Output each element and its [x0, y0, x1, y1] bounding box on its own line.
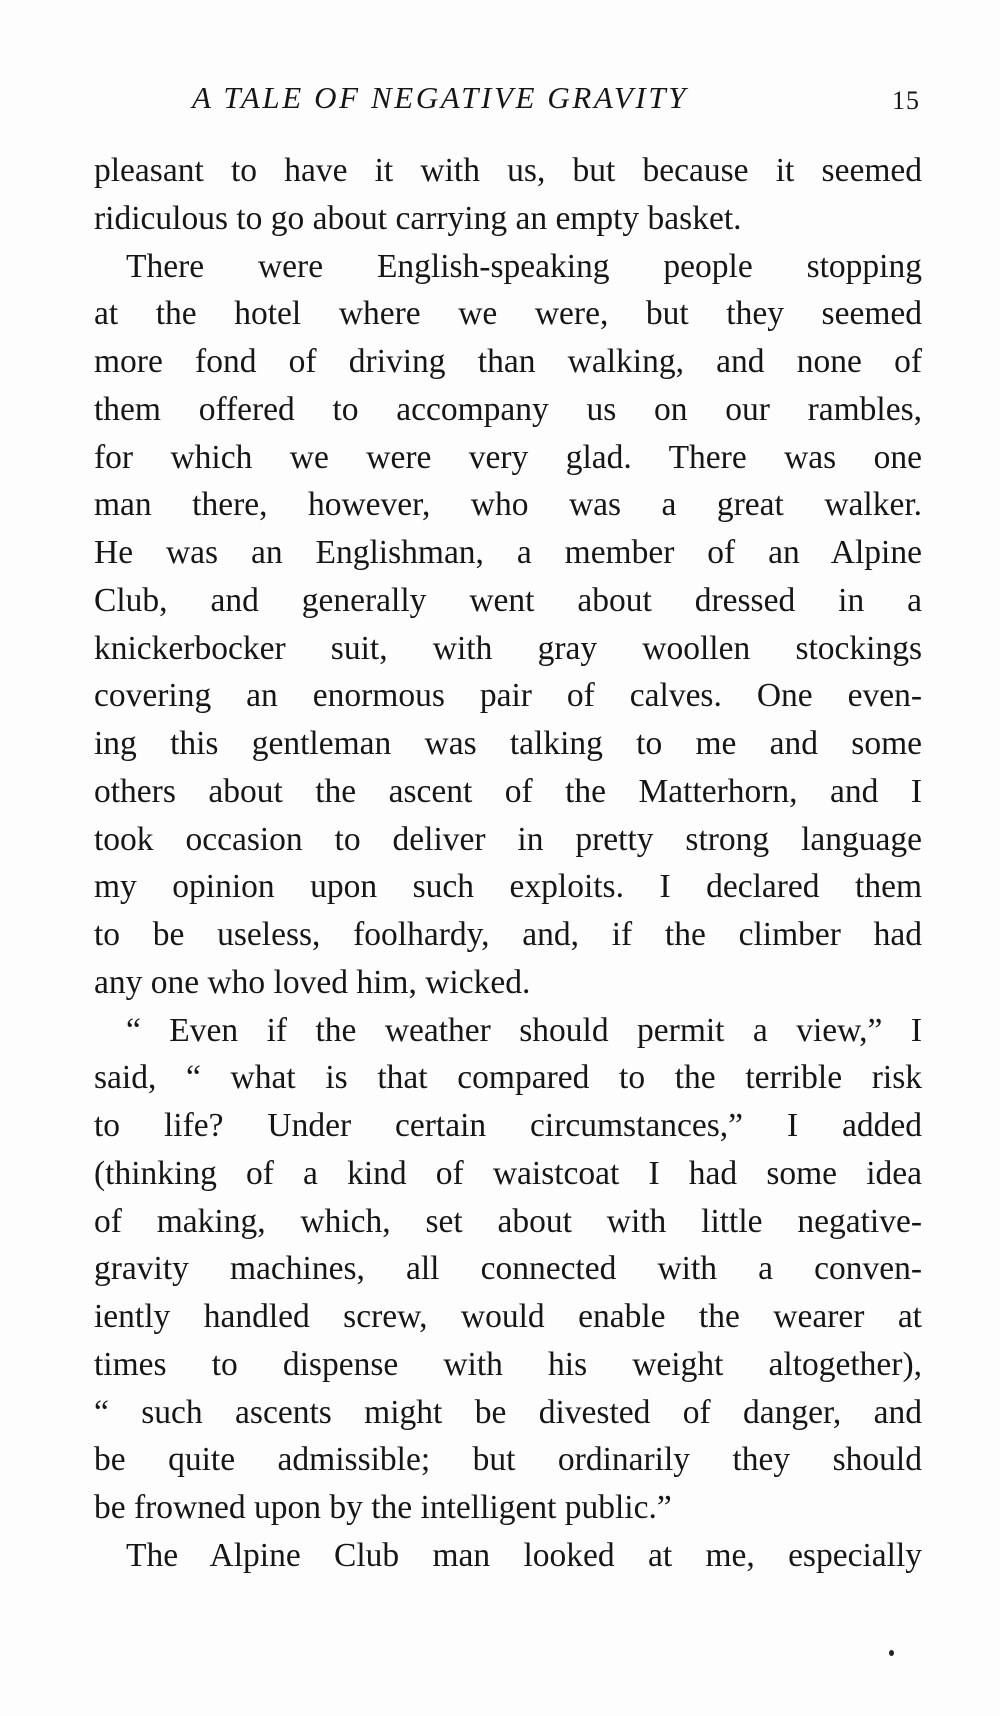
running-head [94, 80, 922, 130]
text-line: any one who loved him, wicked. [94, 963, 531, 1001]
page-number: 15 [892, 86, 920, 115]
running-title: A TALE OF NEGATIVE GRAVITY [192, 80, 689, 115]
text-line: to life? Under certain circumstances,” I added [94, 1107, 922, 1144]
text-line: man there, however, who was a great walker. [94, 486, 922, 524]
text-line: of making, which, set about with little negative- [94, 1202, 922, 1240]
text-line: iently handled screw, would enable the wearer at [94, 1298, 922, 1335]
text-line: The Alpine Club man looked at me, especially [126, 1536, 922, 1574]
text-line: “ Even if the weather should permit a view,” I [126, 1011, 922, 1049]
text-line: took occasion to deliver in pretty strong language [94, 820, 922, 858]
text-line: be quite admissible; but ordinarily they should [94, 1441, 922, 1479]
text-line: He was an Englishman, a member of an Alpine [94, 534, 922, 571]
body-text [94, 147, 922, 1580]
text-line: said, “ what is that compared to the terrible risk [94, 1059, 922, 1097]
text-line: pleasant to have it with us, but because it seemed [94, 152, 922, 189]
text-line: covering an enormous pair of calves. One even- [94, 677, 922, 715]
text-line: at the hotel where we were, but they seemed [94, 295, 922, 333]
text-line: them offered to accompany us on our rambles, [94, 390, 922, 428]
text-line: ing this gentleman was talking to me and some [94, 725, 922, 762]
text-line: gravity machines, all connected with a conven- [94, 1250, 922, 1288]
text-line: be frowned upon by the intelligent public.” [94, 1489, 672, 1526]
text-line: ridiculous to go about carrying an empty basket. [94, 199, 742, 237]
text-line: others about the ascent of the Matterhorn, and I [94, 772, 922, 810]
text-line: Club, and generally went about dressed in a [94, 581, 922, 619]
text-line: (thinking of a kind of waistcoat I had some idea [94, 1154, 922, 1192]
text-line: times to dispense with his weight altogether), [94, 1345, 922, 1383]
text-line: more fond of driving than walking, and none of [94, 343, 922, 380]
text-line: my opinion upon such exploits. I declared them [94, 868, 922, 906]
text-line: for which we were very glad. There was one [94, 438, 922, 476]
text-line: “ such ascents might be divested of danger, and [94, 1393, 922, 1431]
text-line: There were English-speaking people stopping [126, 247, 922, 285]
text-line: to be useless, foolhardy, and, if the climber had [94, 916, 922, 953]
ink-speck [889, 1650, 894, 1656]
text-line: knickerbocker suit, with gray woollen stockings [94, 629, 922, 667]
